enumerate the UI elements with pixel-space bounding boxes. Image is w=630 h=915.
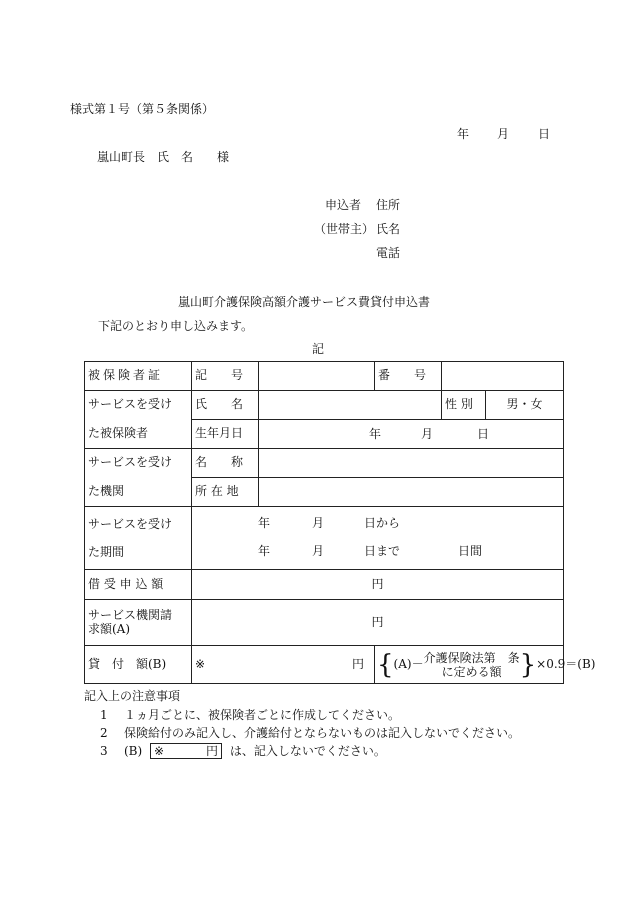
- yen-label: 円: [352, 657, 365, 671]
- formula-tail: ×0.9＝(B): [536, 656, 596, 671]
- date-year: 年: [457, 127, 470, 141]
- yen-label: 円: [371, 576, 384, 591]
- applicant-address-label: 住所: [376, 198, 401, 212]
- ki-label: 記: [312, 342, 325, 356]
- claim-label-2: 求額(A): [88, 621, 131, 636]
- applicant-name-label: 氏名: [376, 222, 401, 236]
- claim-label-1: サービス機関請: [88, 607, 173, 622]
- table-row: [85, 391, 564, 420]
- period-from-year: 年: [258, 516, 271, 530]
- note-3-box: [150, 743, 222, 759]
- table-row: [85, 478, 564, 507]
- birth-day: 日: [477, 427, 490, 441]
- note-3-prefix: (B): [124, 744, 143, 758]
- birthdate-label: 生年月日: [192, 420, 259, 449]
- householder-label: （世帯主）: [314, 222, 375, 236]
- facility-label-2: た機関: [85, 478, 192, 507]
- note-3-number: 3: [100, 744, 108, 758]
- period-label: [85, 507, 192, 570]
- table-row: [85, 507, 564, 570]
- claim-label: [85, 600, 192, 646]
- gender-label: 性 別: [442, 391, 486, 420]
- note-1-number: 1: [100, 708, 108, 722]
- facility-address-label: 所 在 地: [192, 478, 259, 507]
- note-2-number: 2: [100, 726, 108, 740]
- table-row: [85, 362, 564, 391]
- facility-name-label: 名 称: [192, 449, 259, 478]
- symbol-field[interactable]: [259, 362, 375, 391]
- kome-mark: ※: [195, 657, 206, 671]
- period-days: 日間: [458, 544, 483, 558]
- period-label-1: サービスを受け: [88, 517, 173, 531]
- note-3-box-mark: ※: [154, 744, 165, 758]
- table-row: [85, 420, 564, 449]
- name-label: 氏 名: [192, 391, 259, 420]
- formula-bottom: に定める額: [441, 664, 502, 679]
- claim-field[interactable]: [192, 600, 564, 646]
- period-to-year: 年: [258, 544, 271, 558]
- period-to: 日まで: [364, 544, 401, 558]
- formula-cell: [375, 646, 596, 684]
- insurance-card-label: 被保険者証: [85, 362, 192, 391]
- number-label: 番 号: [375, 362, 442, 391]
- loan-request-label: 借 受 申 込 額: [85, 570, 192, 600]
- table-row: [85, 449, 564, 478]
- formula: [377, 649, 596, 680]
- facility-label-1: サービスを受け: [85, 449, 192, 478]
- name-field[interactable]: [259, 391, 442, 420]
- notes-heading: 記入上の注意事項: [84, 689, 181, 703]
- symbol-label: 記 号: [192, 362, 259, 391]
- date-month: 月: [497, 127, 510, 141]
- form-number: 様式第１号（第５条関係）: [70, 102, 215, 116]
- facility-name-field[interactable]: [259, 449, 564, 478]
- addressee: 嵐山町長 氏 名 様: [97, 150, 230, 164]
- loan-request-field[interactable]: [192, 570, 564, 600]
- document-title: 嵐山町介護保険高額介護サービス費貸付申込書: [178, 295, 431, 309]
- note-1: １ヵ月ごとに、被保険者ごとに作成してください。: [124, 708, 401, 722]
- insured-label-2: た被保険者: [85, 420, 192, 449]
- facility-address-field[interactable]: [259, 478, 564, 507]
- period-label-2: た期間: [88, 545, 125, 559]
- note-3-box-yen: 円: [206, 744, 219, 758]
- applicant-phone-label: 電話: [376, 246, 401, 260]
- formula-top: 介護保険法第 条: [423, 650, 520, 665]
- brace-right: }: [519, 649, 537, 680]
- note-3-text: は、記入しないでください。: [229, 744, 386, 758]
- yen-label: 円: [371, 614, 384, 629]
- birthdate-field[interactable]: [259, 420, 564, 449]
- number-field[interactable]: [442, 362, 564, 391]
- gender-value[interactable]: 男・女: [486, 391, 564, 420]
- brace-left: {: [377, 649, 394, 680]
- applicant-label: 申込者: [325, 198, 362, 212]
- note-2: 保険給付のみ記入し、介護給付とならないものは記入しないでください。: [124, 726, 521, 740]
- formula-a: (A)－: [393, 656, 424, 671]
- birth-month: 月: [421, 427, 434, 441]
- formula-fraction: [424, 651, 520, 679]
- application-table: [84, 361, 596, 684]
- table-row: [85, 646, 564, 684]
- insured-label-1: サービスを受け: [85, 391, 192, 420]
- period-to-month: 月: [312, 544, 325, 558]
- period-from-month: 月: [312, 516, 325, 530]
- loan-amount-field[interactable]: [192, 646, 375, 684]
- note-3: [124, 743, 386, 759]
- loan-amount-label: 貸 付 額(B): [85, 646, 192, 684]
- table-row: [85, 570, 564, 600]
- intro-text: 下記のとおり申し込みます。: [98, 319, 254, 333]
- period-from: 日から: [364, 516, 401, 530]
- date-day: 日: [538, 127, 551, 141]
- period-field[interactable]: [192, 507, 564, 570]
- table-row: [85, 600, 564, 646]
- birth-year: 年: [369, 427, 382, 441]
